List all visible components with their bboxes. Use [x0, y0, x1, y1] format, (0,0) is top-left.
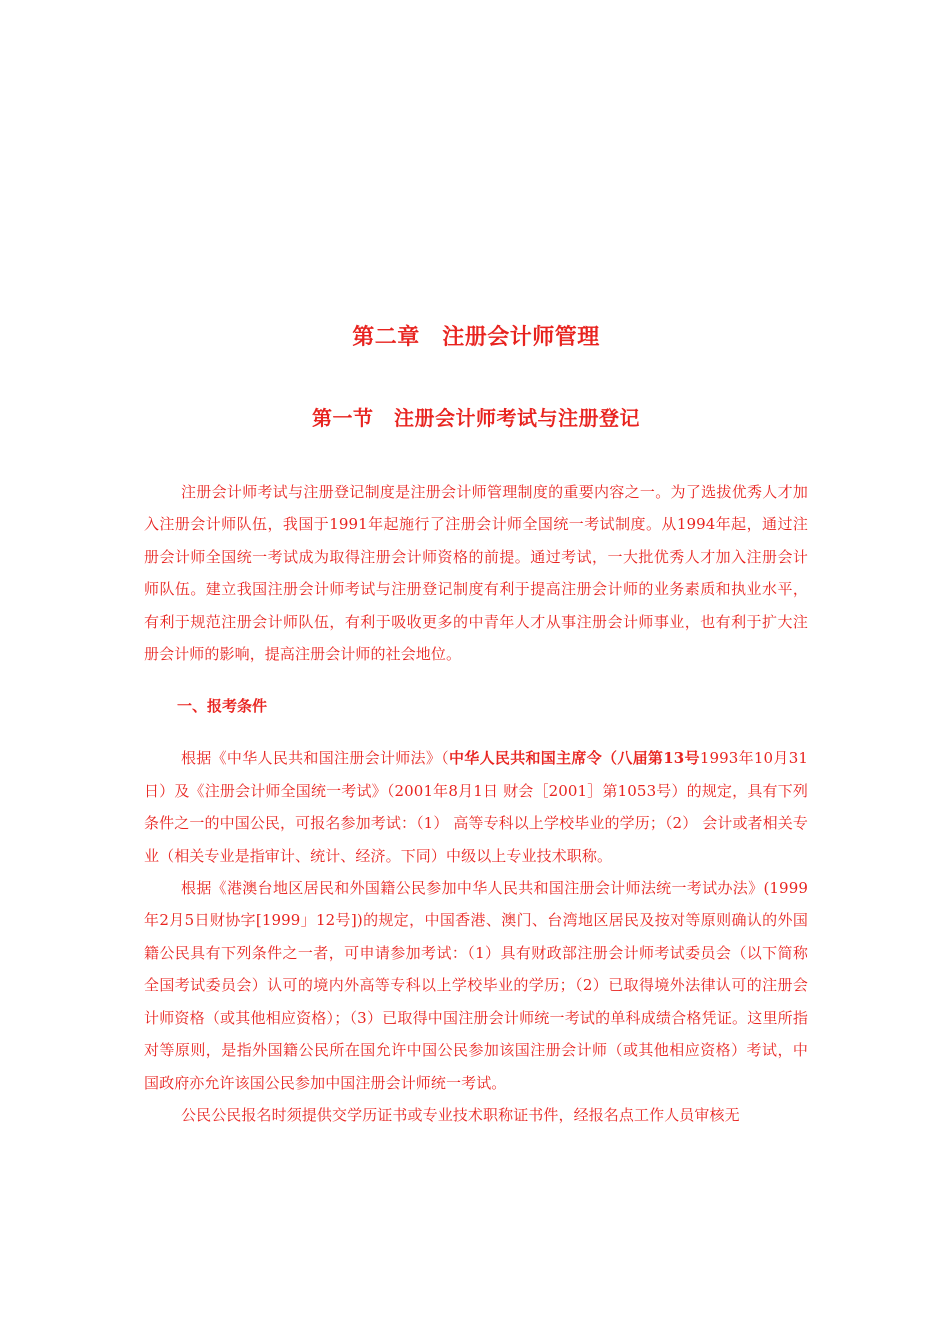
- citizens-bold-citation: 中华人民共和国主席令（八届第13号: [448, 749, 700, 768]
- intro-paragraph: 注册会计师考试与注册登记制度是注册会计师管理制度的重要内容之一。为了选拔优秀人才加入注册会计师队伍，我国于1991年起施行了注册会计师全国统一考试制度。从1994年起，通过注册会计师全国统一考试成为取得注册会计师资格的前提。通过考试，一大批优秀人才加入注册会计师队伍。建立我国注册会计师考试与注册登记制度有利于提高注册会计师的业务素质和执业水平，有利于规范注册会计师队伍，有利于吸收更多的中青年人才从事注册会计师事业，也有利于扩大注册会计师的影响，提高注册会计师的社会地位。: [144, 483, 808, 664]
- eligibility-paragraph-citizens: [144, 742, 808, 872]
- citizens-text-start: 根据《中华人民共和国注册会计师法》（: [181, 749, 449, 768]
- subsection-title: 一、报考条件: [177, 697, 268, 716]
- citizens-text-rest: 1993年10月31日）及《注册会计师全国统一考试》（2001年8月1日 财会［2001］第1053号）的规定，具有下列条件之一的中国公民，可报名参加考试：（1） 高等专科以上学校毕业的学历；（2） 会计或者相关专业（相关专业是指审计、统计、经济。下同）中级以上专业技术职称。: [144, 749, 808, 865]
- chapter-title: 第二章 注册会计师管理: [352, 324, 600, 350]
- eligibility-paragraph-foreign: 根据《港澳台地区居民和外国籍公民参加中华人民共和国注册会计师法统一考试办法》(1999年2月5日财协字[1999」12号])的规定，中国香港、澳门、台湾地区居民及按对等原则确认的外国籍公民具有下列条件之一者，可申请参加考试：（1）具有财政部注册会计师考试委员会（以下简称全国考试委员会）认可的境内外高等专科以上学校毕业的学历；（2）已取得境外法律认可的注册会计师资格（或其他相应资格）；（3）已取得中国注册会计师统一考试的单科成绩合格凭证。这里所指对等原则，是指外国籍公民所在国允许中国公民参加该国注册会计师（或其他相应资格）考试，中国政府亦允许该国公民参加中国注册会计师统一考试。: [144, 879, 808, 1092]
- document-body: [144, 300, 808, 1131]
- section-title: 第一节 注册会计师考试与注册登记: [312, 406, 640, 430]
- registration-paragraph: 公民公民报名时须提供交学历证书或专业技术职称证书件，经报名点工作人员审核无: [181, 1105, 740, 1124]
